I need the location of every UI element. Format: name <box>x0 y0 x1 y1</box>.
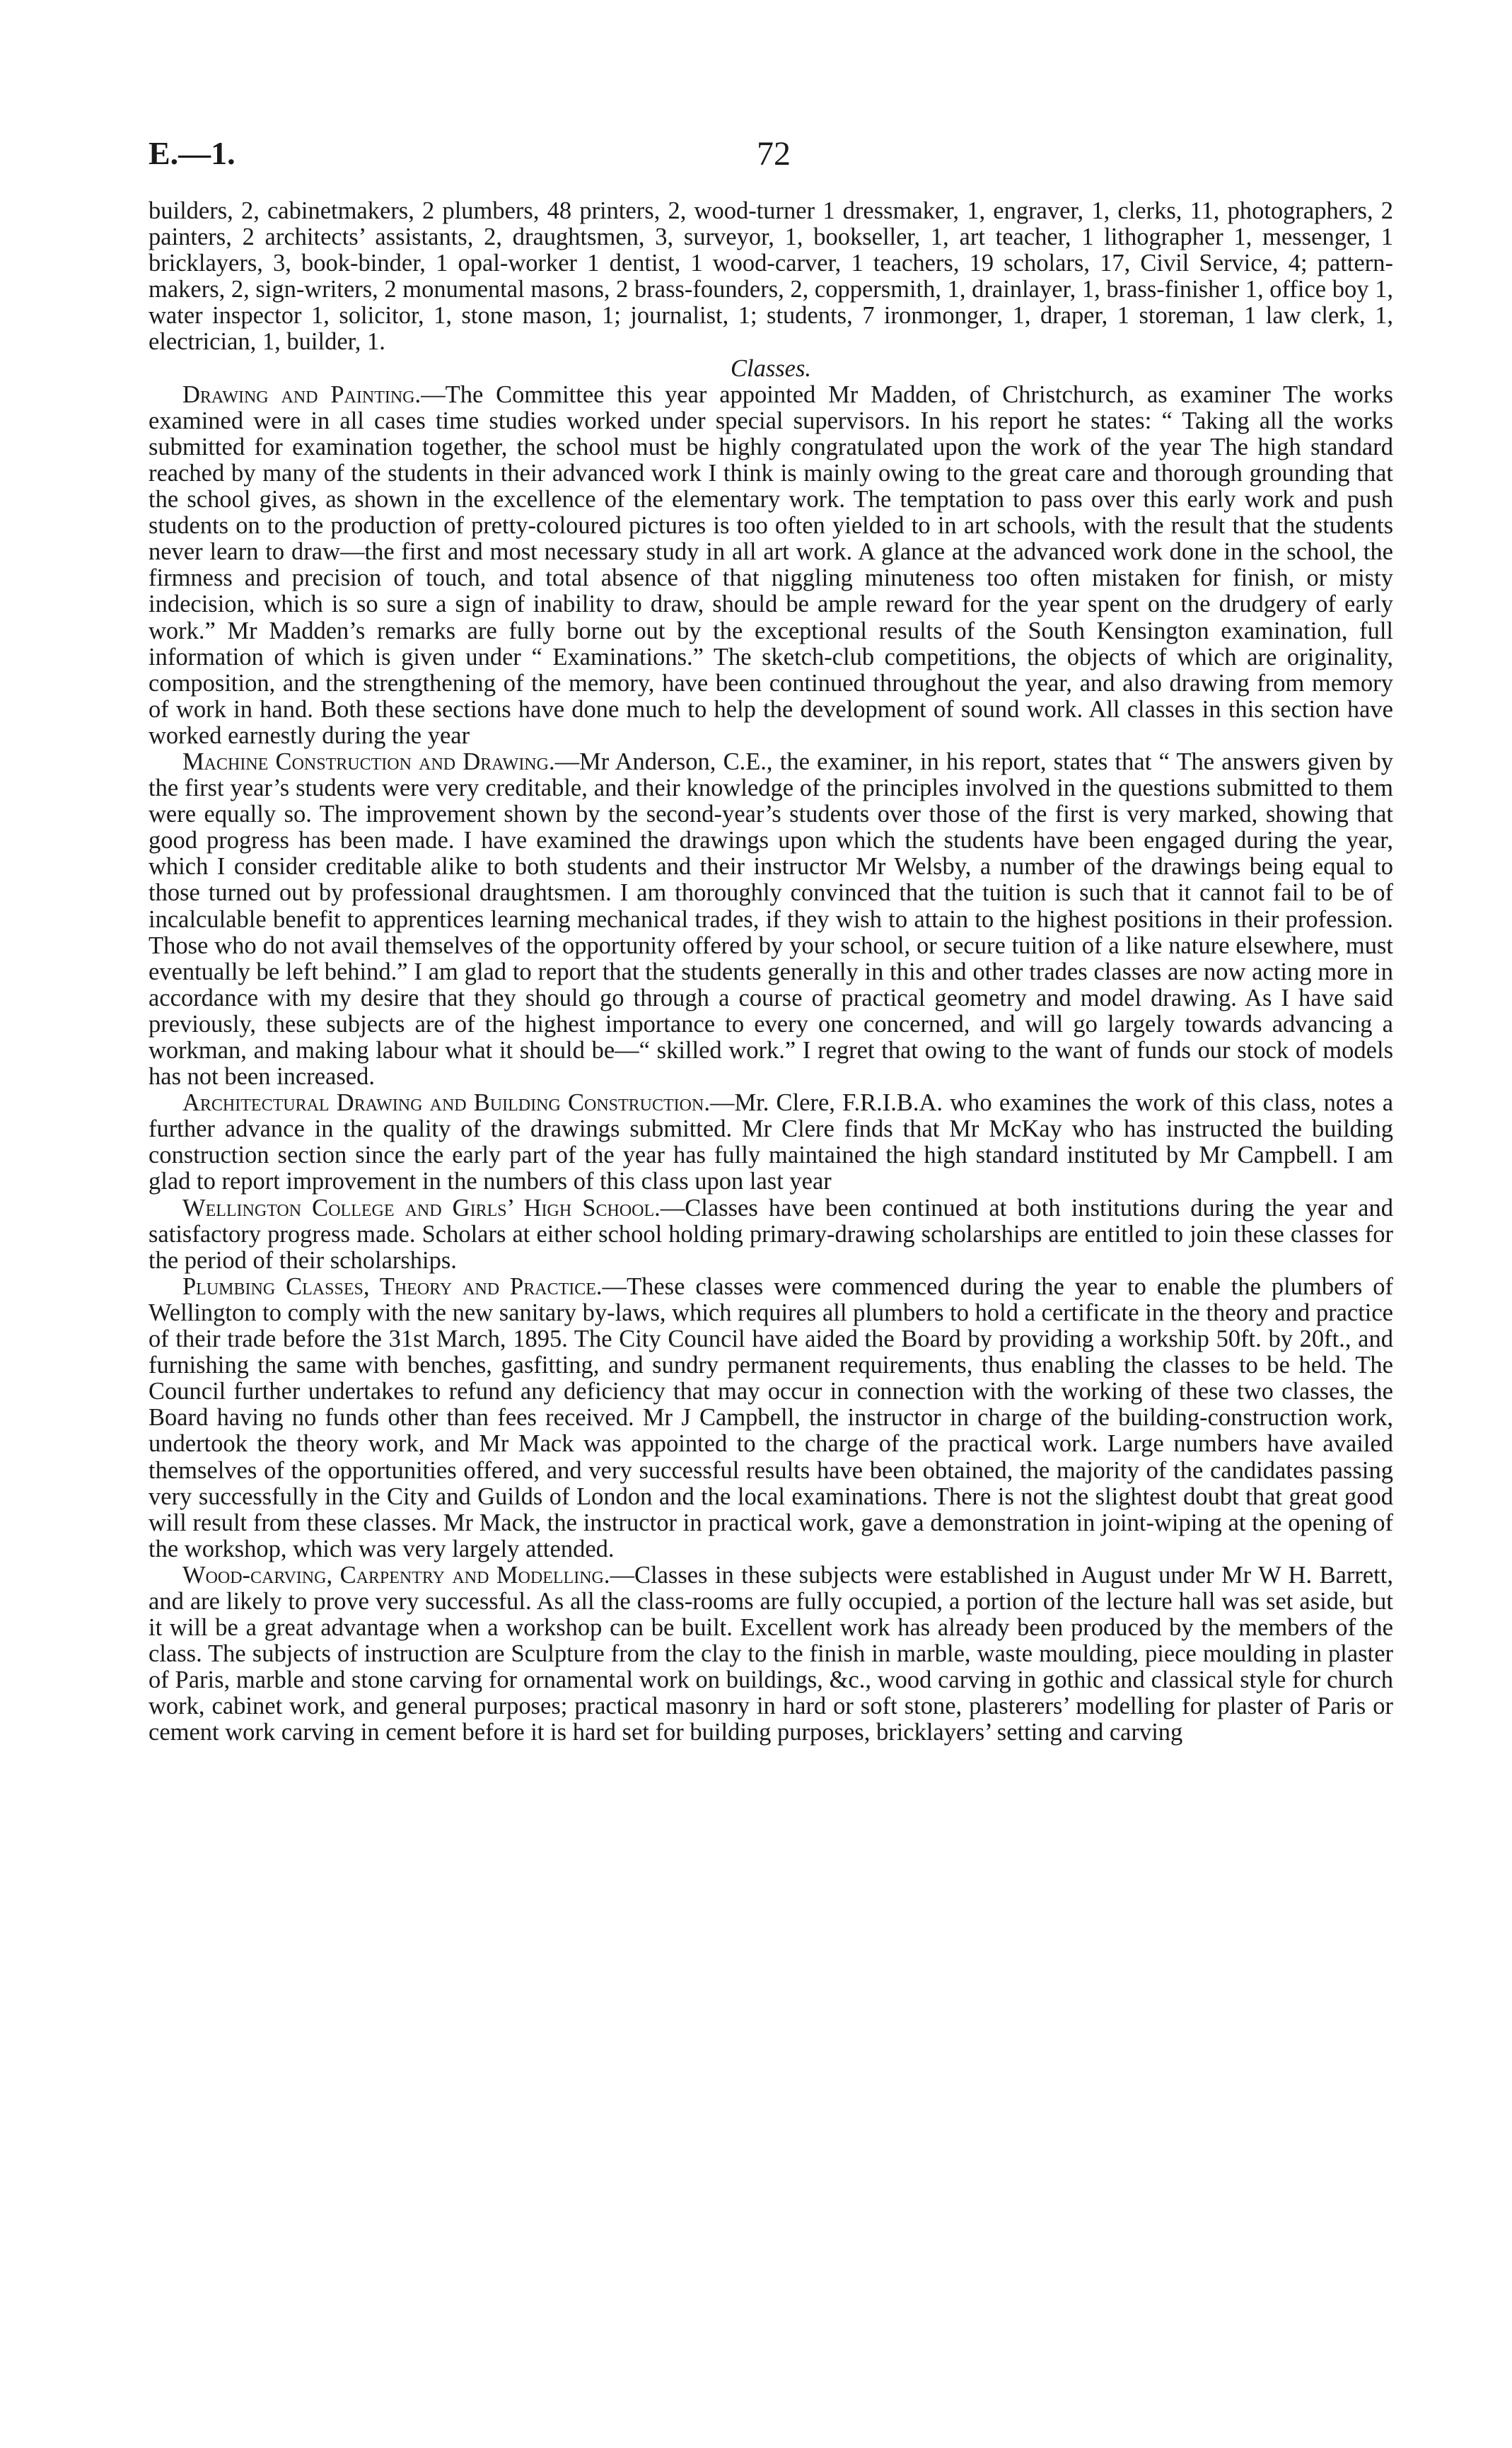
paragraph-text: —Mr. Clere, F.R.I.B.A. who examines the work of this class, notes a further advance in the quality of the drawings submitted. Mr Clere finds that Mr McKay who has instructed the building construction section since the early part of the year has fully maintained the high standard instituted by Mr Campbell. I am glad to report improvement in the numbers of this class upon last year <box>149 1089 1394 1195</box>
paragraph-text: —The Committee this year appointed Mr Madden, of Christchurch, as examiner The works examined were in all cases time studies worked under special supervisors. In his report he states: “ Taking all the works submitted for examination together, the school must be highly congratulated upon the work of the year The high standard reached by many of the students in their advanced work I think is mainly owing to the great care and thorough grounding that the school gives, as shown in the excellence of the elementary work. The temptation to pass over this early work and push students on to the production of pretty-coloured pictures is too often yielded to in art schools, with the result that the students never learn to draw—the first and most necessary study in all art work. A glance at the advanced work done in the school, the firmness and precision of touch, and total absence of that niggling minuteness too often mistaken for finish, or misty indecision, which is so sure a sign of inability to draw, should be ample reward for the year spent on the drudgery of early work.” Mr Madden’s remarks are fully borne out by the exceptional results of the South Kensington examination, full information of which is given under “ Examinations.” The sketch-club competitions, the objects of which are originality, composition, and the strengthening of the memory, have been continued throughout the year, and also drawing from memory of work in hand. Both these sections have done much to help the development of sound work. All classes in this section have worked earnestly during the year <box>149 381 1393 749</box>
intro-paragraph: builders, 2, cabinetmakers, 2 plumbers, 48 printers, 2, wood-turner 1 dressmaker, 1, engraver, 1, clerks, 11, photographers, 2 painters, 2 architects’ assistants, 2, draughtsmen, 3, surveyor, 1, bookseller, 1, art teacher, 1 lithographer 1, messenger, 1 bricklayers, 3, book-binder, 1 opal-worker 1 dentist, 1 wood-carver, 1 teachers, 19 scholars, 17, Civil Service, 4; pattern-makers, 2, sign-writers, 2 monumental masons, 2 brass-founders, 2, coppersmith, 1, drainlayer, 1, brass-finisher 1, office boy 1, water inspector 1, solicitor, 1, stone mason, 1; journalist, 1; students, 7 ironmonger, 1, draper, 1 storeman, 1 law clerk, 1, electrician, 1, builder, 1. <box>149 197 1393 356</box>
paragraph-text: —Classes have been continued at both institutions during the year and satisfactory progress made. Scholars at either school holding primary-drawing scholarships are entitled to join these classes for the period of their scholarships. <box>149 1194 1393 1274</box>
paragraph-text: —Classes in these subjects were established in August under Mr W H. Barrett, and are likely to prove very successful. As all the class-rooms are fully occupied, a portion of the lecture hall was set aside, but it will be a great advantage when a workshop can be built. Excellent work has already been produced by the members of the class. The subjects of instruction are Sculpture from the clay to the finish in marble, waste moulding, piece moulding in plaster of Paris, marble and stone carving for ornamental work on buildings, &c., wood carving in gothic and classical style for church work, cabinet work, and general purposes; practical masonry in hard or soft stone, plasterers’ modelling for plaster of Paris or cement work carving in cement before it is hard set for building purposes, bricklayers’ setting and carving <box>149 1561 1393 1746</box>
paragraph-plumbing-classes <box>149 1274 1393 1562</box>
paragraph-text: —Mr Anderson, C.E., the examiner, in his report, states that “ The answers given by the first year’s students were very creditable, and their knowledge of the principles involved in the questions submitted to them were equally so. The improvement shown by the second-year’s students over those of the first is very marked, showing that good progress has been made. I have examined the drawings upon which the students have been engaged during the year, which I consider creditable alike to both students and their instructor Mr Welsby, a number of the drawings being equal to those turned out by professional draughtsmen. I am thoroughly convinced that the tuition is such that it cannot fail to be of incalculable benefit to apprentices learning mechanical trades, if they wish to attain to the highest positions in their profession. Those who do not avail themselves of the opportunity offered by your school, or secure tuition of a like nature elsewhere, must eventually be left behind.” I am glad to report that the students generally in this and other trades classes are now acting more in accordance with my desire that they should go through a course of practical geometry and model drawing. As I have said previously, these subjects are of the highest importance to every one concerned, and will go largely towards advancing a workman, and making labour what it should be—“ skilled work.” I regret that owing to the want of funds our stock of models has not been increased. <box>149 748 1393 1091</box>
paragraph-wood-carving <box>149 1562 1393 1746</box>
paragraph-heading: Drawing and Painting. <box>182 381 421 408</box>
paragraph-wellington-college <box>149 1195 1393 1274</box>
section-title: Classes. <box>730 354 812 382</box>
paragraph-drawing-painting <box>149 382 1393 749</box>
document-page <box>149 134 1393 1746</box>
paragraph-heading: Plumbing Classes, Theory and Practice. <box>182 1272 603 1300</box>
body-text <box>149 198 1393 1746</box>
page-number: 72 <box>757 135 791 173</box>
paragraph-heading: Architectural Drawing and Building Construction. <box>182 1089 710 1117</box>
running-header <box>149 134 1393 184</box>
paragraph-architectural-drawing <box>149 1090 1393 1195</box>
paragraph-machine-construction <box>149 749 1393 1090</box>
paragraph-heading: Machine Construction and Drawing. <box>182 748 555 775</box>
paragraph-text: —These classes were commenced during the year to enable the plumbers of Wellington to comply with the new sanitary by-laws, which requires all plumbers to hold a certificate in the theory and practice of their trade before the 31st March, 1895. The City Council have aided the Board by providing a workship 50ft. by 20ft., and furnishing the same with benches, gasfitting, and sundry permanent requirements, thus enabling the classes to be held. The Council further undertakes to refund any deficiency that may occur in connection with the working of these two classes, the Board having no funds other than fees received. Mr J Campbell, the instructor in charge of the building-construction work, undertook the theory work, and Mr Mack was appointed to the charge of the practical work. Large numbers have availed themselves of the opportunities offered, and very successful results have been obtained, the majority of the candidates passing very successfully in the City and Guilds of London and the local examinations. There is not the slightest doubt that great good will result from these classes. Mr Mack, the instructor in practical work, gave a demonstration in joint-wiping at the opening of the workshop, which was very largely attended. <box>149 1272 1393 1562</box>
document-reference: E.—1. <box>149 135 235 171</box>
paragraph-heading: Wellington College and Girls’ High School. <box>182 1194 661 1222</box>
paragraph-heading: Wood-carving, Carpentry and Modelling. <box>182 1561 610 1589</box>
